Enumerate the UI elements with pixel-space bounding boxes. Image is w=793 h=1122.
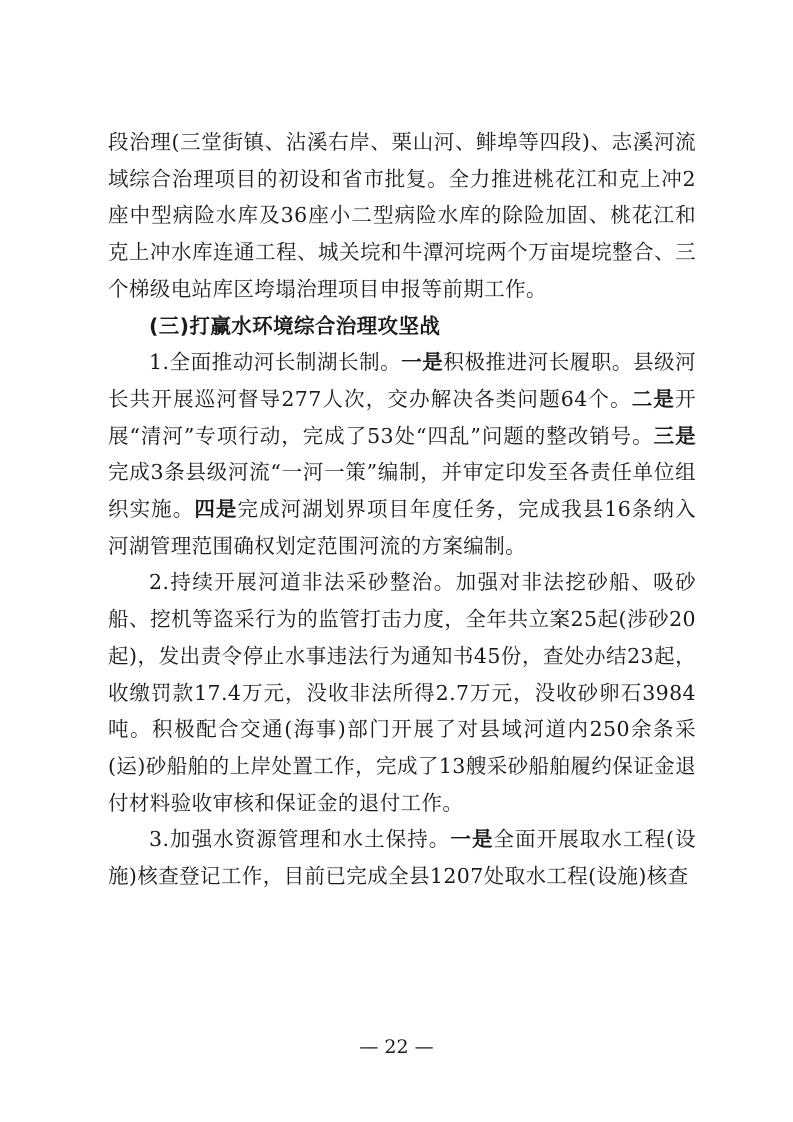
paragraph-sand-mining: 2.持续开展河道非法采砂整治。加强对非法挖砂船、吸砂船、挖机等盗采行为的监管打击力度，全年共立案25起(涉砂20起)，发出责令停止水事违法行为通知书45份，查处办结23起，收缴罚款17.4万元，没收非法所得2.7万元，没收砂卵石3984吨。积极配合交通(海事)部门开展了对县域河道内250余条采(运)砂船舶的上岸处置工作，完成了13艘采砂船舶履约保证金退付材料验收审核和保证金的退付工作。 xyxy=(108,570,696,815)
section-heading: (三)打赢水环境综合治理攻坚战 xyxy=(149,313,441,338)
emphasis-first: 一是 xyxy=(401,350,444,375)
paragraph-lead: 1.全面推动河长制湖长制。 xyxy=(149,350,402,375)
paragraph-lead: 3.加强水资源管理和水土保持。 xyxy=(149,827,451,852)
paragraph-text: 全面开展取水工程(设施)核查登记工作，目前已完成全县1207处取水工程(设施)核查 xyxy=(108,827,696,889)
paragraph-water-resources xyxy=(108,821,696,894)
page-number: — 22 — xyxy=(359,1036,434,1058)
paragraph-text: 完成3条县级河流“一河一策”编制，并审定印发至各责任单位组织实施。 xyxy=(108,460,696,522)
page-body xyxy=(108,124,696,895)
emphasis-second: 二是 xyxy=(631,386,676,411)
emphasis-third: 三是 xyxy=(653,423,696,448)
emphasis-fourth: 四是 xyxy=(194,497,238,522)
paragraph-river-chief xyxy=(108,344,696,564)
paragraph-text: 积极推进河长履职。县级河长共开展巡河督导277人次，交办解决各类问题64个。 xyxy=(108,350,696,411)
paragraph-text: 完成河湖划界项目年度任务，完成我县16条纳入河湖管理范围确权划定范围河流的方案编制。 xyxy=(108,497,696,558)
paragraph-text: 开展“清河”专项行动，完成了53处“四乱”问题的整改销号。 xyxy=(108,386,696,448)
emphasis-first: 一是 xyxy=(450,827,494,852)
paragraph-continued: 段治理(三堂街镇、沾溪右岸、栗山河、鲱埠等四段)、志溪河流域综合治理项目的初设和省市批复。全力推进桃花江和克上冲2座中型病险水库及36座小二型病险水库的除险加固、桃花江和克上冲水库连通工程、城关垸和牛潭河垸两个万亩堤垸整合、三个梯级电站库区垮塌治理项目申报等前期工作。 xyxy=(108,130,696,301)
